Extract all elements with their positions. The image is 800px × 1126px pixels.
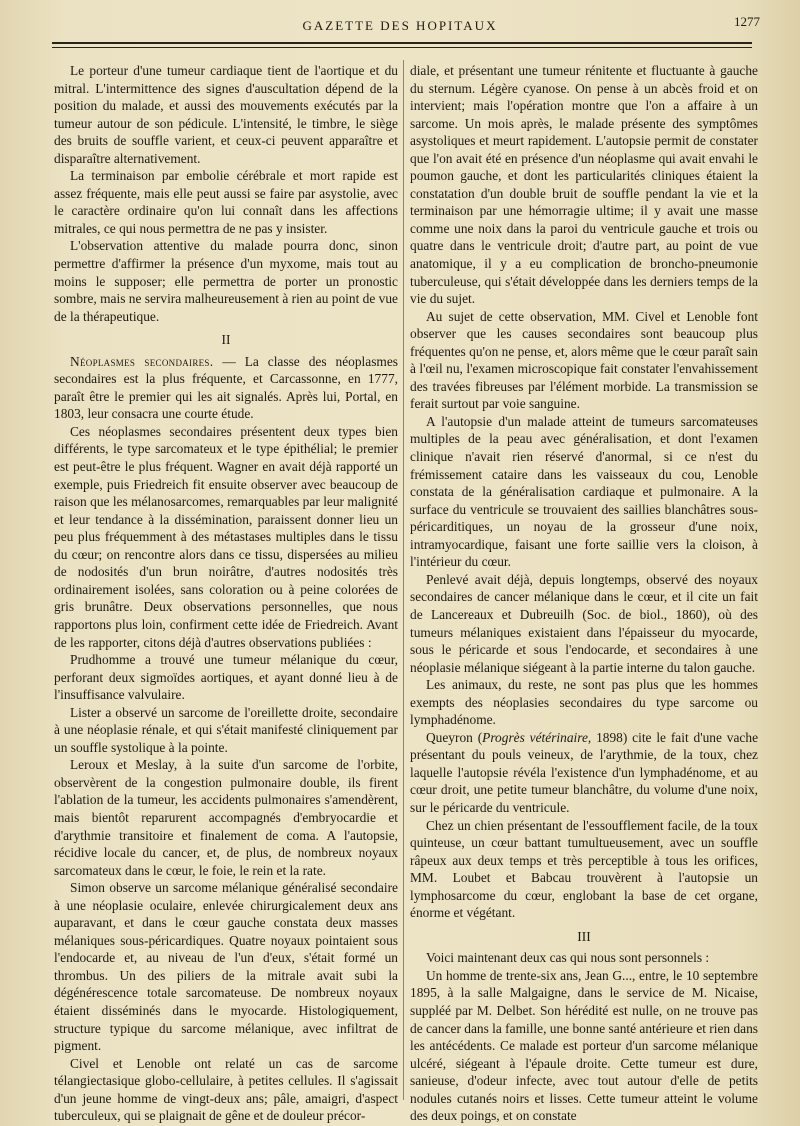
paragraph: Lister a observé un sarcome de l'oreillette droite, secondaire à une néoplasie rénale, et qui s'était manifesté cliniquement par un souffle systolique à la pointe.	[54, 704, 398, 755]
paragraph: Voici maintenant deux cas qui nous sont personnels :	[426, 950, 710, 966]
section-heading: III	[577, 928, 591, 944]
paragraph: Les animaux, du reste, ne sont pas plus que les hommes exempts des néoplasies secondaires du type sarcome ou lymphadénome.	[410, 677, 758, 728]
header-rule-thin	[52, 47, 752, 48]
paragraph: Civel et Lenoble ont relaté un cas de sarcome télangiectasique globo-cellulaire, à petites cellules. Il s'agissait d'un jeune homme de vingt-deux ans; pâle, amaigri, d'aspect tuberculeux, qui se plaignait de gêne et de douleur précor-	[54, 1055, 398, 1124]
page-number: 1277	[734, 14, 760, 29]
paragraph: Leroux et Meslay, à la suite d'un sarcome de l'orbite, observèrent de la congestion pulmonaire double, ils firent l'ablation de la tumeur, les accidents pulmonaires s'amendèrent, mais bientôt reparurent accompagnés d'embryocardie et d'arythmie transitoire et finalement de coma. A l'autopsie, récidive locale du cancer, et, de plus, de nombreux noyaux sarcomateux dans le cœur, le foie, le rein et la rate.	[54, 757, 398, 878]
journal-title: GAZETTE DES HOPITAUX	[302, 18, 498, 33]
paragraph: L'observation attentive du malade pourra donc, sinon permettre d'affirmer la présence d'un myxome, mais tout au moins le supposer; elle permettra de porter un pronostic sombre, mais ne servira malheureusement à rien au point de vue de la thérapeutique.	[54, 238, 398, 324]
section-label: Néoplasmes secondaires.	[70, 353, 214, 369]
paragraph: Chez un chien présentant de l'essoufflement facile, de la toux quinteuse, un cœur battant tumultueusement, avec un souffle râpeux aux deux temps et très perceptible à tous les orifices, MM. Loubet et Babcau trouvèrent à l'autopsie un lymphosarcome du cœur, englobant la base de cet organe, énorme et végétant.	[410, 817, 758, 921]
paragraph	[54, 353, 398, 423]
paragraph-text: , 1898) cite le fait d'une vache présentant du pouls veineux, de l'arythmie, de la toux, chez laquelle l'autopsie révéla l'existence d'un lymphadénome, et au cœur droit, une petite tumeur blanchâtre, du volume d'une noix, sur le péricarde du ventricule.	[410, 729, 759, 815]
page-header	[40, 14, 760, 38]
journal-citation: Progrès vétérinaire	[482, 729, 588, 745]
paragraph: La terminaison par embolie cérébrale et mort rapide est assez fréquente, mais elle peut aussi se faire par asystolie, avec le caractère ordinaire qu'on lui connaît dans les affections mitrales, ce qui nous permettra de ne pas y insister.	[54, 168, 398, 236]
paragraph: Un homme de trente-six ans, Jean G..., entre, le 10 septembre 1895, à la salle Malgaigne, dans le service de M. Nicaise, suppléé par M. Delbet. Son hérédité est nulle, on ne trouve pas de cancer dans la famille, une bonne santé antérieure et rien dans les antécédents. Ce malade est porteur d'un sarcome mélanique ulcéré, siégeant à l'épaule droite. Cette tumeur est dure, sanieuse, d'odeur infecte, avec tout autour d'elle de petits nodules cutanés noirs et lisses. Cette tumeur atteint le volume des deux poings, et on constate	[410, 967, 758, 1124]
header-rule	[52, 42, 752, 44]
paragraph: Prudhomme a trouvé une tumeur mélanique du cœur, perforant deux sigmoïdes aortiques, et ayant donné lieu à de l'insuffisance valvulaire.	[54, 652, 398, 703]
section-heading: II	[221, 332, 231, 348]
paragraph-text: Queyron (	[426, 729, 483, 745]
paragraph: Le porteur d'une tumeur cardiaque tient de l'aortique et du mitral. L'intermittence des signes d'auscultation dépend de la position du malade, et aussi des mouvements exécutés par la tumeur autour de son pédicule. L'intensité, le timbre, le siège des bruits de souffle varient, et ceux-ci peuvent apparaître et disparaître alternativement.	[54, 63, 398, 166]
paragraph-text: — La classe des néoplasmes secondaires est la plus fréquente, et Carcassonne, en 1777, paraît être le premier qui les ait signalés. Après lui, Portal, en 1803, leur consacra une courte étude.	[54, 353, 398, 422]
paragraph: diale, et présentant une tumeur rénitente et fluctuante à gauche du sternum. Légère cyanose. On pense à un abcès froid et on intervient; mais l'opération montre que l'on a affaire à un sarcome. Un mois après, le malade présente des symptômes asystoliques et meurt rapidement. L'autopsie permit de constater que l'on avait été en présence d'un néoplasme qui avait envahi le poumon gauche, et dont les particularités cliniques étaient la constatation d'un double bruit de souffle pendant la vie et la terminaison par une hémorragie ultime; il y avait une masse comme une noix dans la paroi du ventricule gauche et trois ou quatre dans le ventricule droit; d'autre part, au point de vue anatomique, il y a eu complication de broncho-pneumonie tuberculeuse, qui s'était développée dans les derniers temps de la vie du sujet.	[410, 63, 758, 307]
left-column	[54, 62, 398, 1125]
paragraph	[410, 729, 758, 817]
paragraph: Ces néoplasmes secondaires présentent deux types bien différents, le type sarcomateux et le type épithélial; le premier est peut-être le plus fréquent. Wagner en avait déjà rapporté un exemple, puis Friedreich fit ensuite observer avec beaucoup de raison que les mélanosarcomes, remarquables par leur malignité et leur tendance à la dissémination, paraissent donner lieu un peu plus fréquemment à des métastases multiples dans le tissu du cœur; on rencontre alors dans ce tissu, dispersées au milieu de nodosités d'un brun noirâtre, d'autres nodosités très ordinairement isolées, sans coloration ou à peine colorées de gris brunâtre. Deux observations personnelles, que nous rapportons plus loin, confirment cette idée de Friedreich. Avant de les rapporter, citons déjà d'autres observations publiées :	[54, 423, 398, 650]
paragraph: A l'autopsie d'un malade atteint de tumeurs sarcomateuses multiples de la peau avec généralisation, et dont l'examen clinique n'avait rien réservé d'anormal, si ce n'est du frémissement cataire dans les vaisseaux du cou, Lenoble constata de la généralisation cardiaque et pulmonaire. A la surface du ventricule se trouvaient des saillies blanchâtres sous-péricarditiques, un noyau de la grosseur d'une noix, intramyocardique, faisant une forte saillie vers la cloison, à l'intérieur du cœur.	[410, 413, 758, 570]
paragraph: Simon observe un sarcome mélanique généralisé secondaire à une néoplasie oculaire, enlevée chirurgicalement deux ans auparavant, et dans le cœur gauche constata deux masses mélaniques sous-péricardiques. Quatre noyaux pointaient sous l'endocarde et, au niveau de l'un d'eux, s'était formé un thrombus. Un des piliers de la mitrale avait subi la dégénérescence totale sarcomateuse. De nombreux noyaux étaient disséminés dans le myocarde. Histologiquement, structure typique du sarcome mélanique, avec infiltrat de pigment.	[54, 880, 398, 1054]
right-column	[410, 62, 758, 1125]
column-divider	[403, 60, 404, 1100]
paragraph: Au sujet de cette observation, MM. Civel et Lenoble font observer que les causes secondaires sont beaucoup plus fréquentes qu'on ne pense, et, alors même que le cœur paraît sain à l'œil nu, l'examen microscopique fait constater l'envahissement des travées fibreuses par l'élément morbide. La transmission se ferait surtout par voie sanguine.	[410, 308, 758, 412]
paragraph: Penlevé avait déjà, depuis longtemps, observé des noyaux secondaires de cancer mélanique dans le cœur, et il cite un fait de Lancereaux et Dubreuilh (Soc. de biol., 1860), où des tumeurs mélaniques existaient dans l'épaisseur du myocarde, sous le péricarde et sous l'endocarde, et secondaires à une néoplasie mélanique siégeant à la partie interne du talon gauche.	[410, 571, 758, 675]
